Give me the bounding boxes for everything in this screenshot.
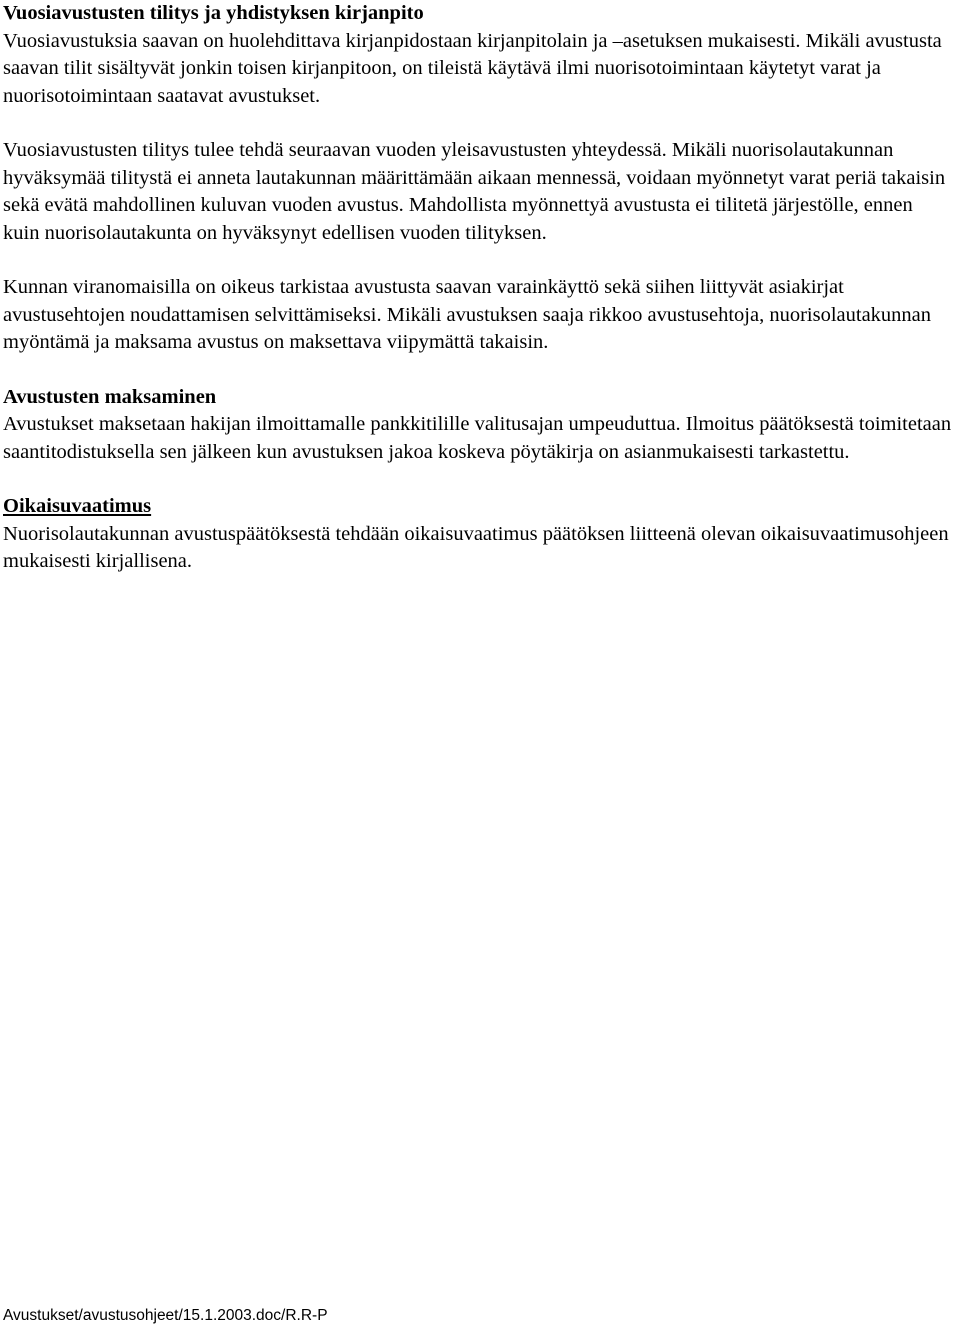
section-paragraph: Vuosiavustuksia saavan on huolehdittava kirjanpidostaan kirjanpitolain ja –asetuksen mukaisesti. Mikäli avustusta saavan tilit sisältyvät jonkin toisen kirjanpitoon, on tileistä käytävä ilmi nuorisotoimintaan käytetyt varat ja nuorisotoimintaan saatavat avustukset. [3, 29, 942, 107]
section-heading: Avustusten maksaminen [3, 385, 217, 408]
section-tilitys-aikataulu [3, 137, 953, 247]
section-paragraph: Kunnan viranomaisilla on oikeus tarkistaa avustusta saavan varainkäyttö sekä siihen liittyvät asiakirjat avustusehtojen noudattamisen selvittämiseksi. Mikäli avustuksen saaja rikkoo avustusehtoja, nuorisolautakunnan myöntämä ja maksama avustus on maksettava viipymättä takaisin. [3, 276, 932, 353]
document-footer: Avustukset/avustusohjeet/15.1.2003.doc/R.R-P [3, 1307, 328, 1324]
section-oikaisuvaatimus [3, 493, 953, 576]
section-tarkastusoikeus [3, 274, 953, 357]
section-tilitys-kirjanpito [3, 0, 953, 110]
section-paragraph: Vuosiavustusten tilitys tulee tehdä seuraavan vuoden yleisavustusten yhteydessä. Mikäli nuorisolautakunnan hyväksymää tilitystä ei anneta lautakunnan määrittämään aikaan mennessä, voidaan myönnetyt varat periä takaisin sekä evätä mahdollinen kuluvan vuoden avustus. Mahdollista myönnettyä avustusta ei tilitetä järjestölle, ennen kuin nuorisolautakunta on hyväksynyt edellisen vuoden tilityksen. [3, 139, 946, 244]
section-avustusten-maksaminen [3, 384, 953, 467]
section-heading: Oikaisuvaatimus [3, 495, 152, 517]
section-paragraph: Avustukset maksetaan hakijan ilmoittamalle pankkitilille valitusajan umpeuduttua. Ilmoitus päätöksestä toimitetaan saantitodistuksella sen jälkeen kun avustuksen jakoa koskeva pöytäkirja on asianmukaisesti tarkastettu. [3, 413, 952, 463]
document-page [3, 0, 953, 576]
section-paragraph: Nuorisolautakunnan avustuspäätöksestä tehdään oikaisuvaatimus päätöksen liitteenä olevan oikaisuvaatimusohjeen mukaisesti kirjallisena. [3, 522, 949, 572]
section-heading: Vuosiavustusten tilitys ja yhdistyksen kirjanpito [3, 2, 424, 24]
